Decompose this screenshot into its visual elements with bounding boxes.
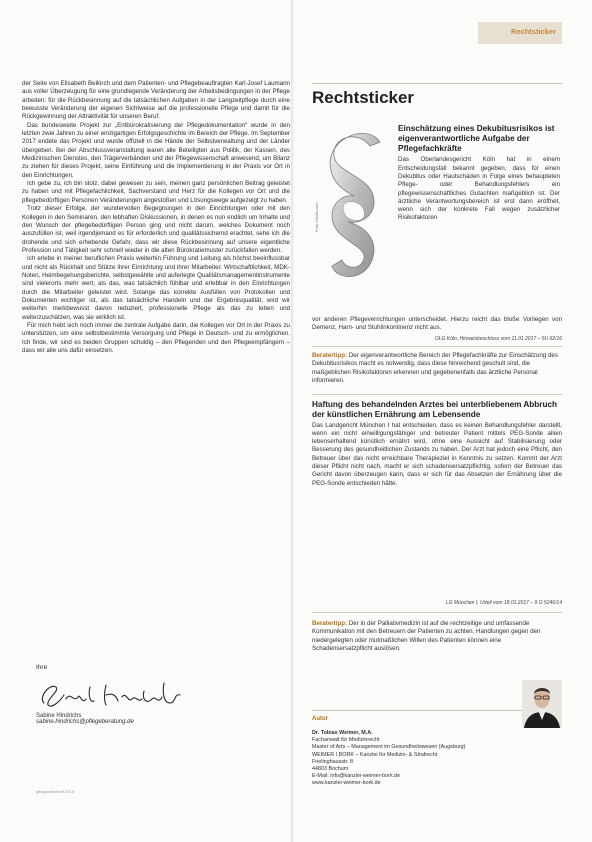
- divider: [312, 394, 562, 395]
- article-source: LG München I, Urteil vom 18.01.2017 – 9 O 5246/14: [445, 600, 562, 606]
- author-photo: [522, 680, 562, 728]
- article-headline: Einschätzung eines Dekubitusrisikos ist eigenverantwortliche Aufgabe der Pflegefachkräfte: [398, 124, 555, 153]
- advice-tip: [312, 620, 562, 653]
- letter-paragraph: Ich erlebe in meiner beruflichen Praxis weiterhin Führung und Leitung als höchst beeinflussbar und nicht als Rückhalt und Stütze ihrer Einrichtung und ihrer Mitarbeiter. Wirtschaftlichkeit, MDK-Noten, Heimbegehungsberichte, selbstgewählte und auferlegte Qualitätsmanagementinstrumente sind vielerorts mehr wert, als das, was tatsächlich fühlbar und erlebbar in den Einrichtungen durch die Mitarbeiter geleistet wird. Solange das korrekte Ausfüllen von Protokollen und Dokumenten wichtiger ist, als das tatsächliche Handeln und der Ergebnisqualität, wird wir weiterhin merkbewusst davon reduziert, professionelle Pflege als das zu leben und weiterzuschätzen, was sie wirklich ist.: [22, 255, 290, 321]
- advice-tip: [312, 352, 562, 385]
- letter-paragraph: Trotz dieser Erfolge, der wundervollen Begegnungen in den Einrichtungen oder mit den Kollegen in den Seminaren, den lebhaften Diskussionen, in denen es nun endlich um Inhalte und den Wunsch der pflegebedürftigen Person ging und nicht darum, welches Dokument noch auszufüllen ist, weil irgendjemand es für erforderlich und qualitätssichernd erachtet, sehe ich die drohende und sich erhebende Gefahr, dass wir diese Rückbesinnung auf unsere eigentliche Profession und Tätigkeit sehr schnell wieder in die alten Bürokratiemuster zurückfallen werden.: [22, 205, 290, 254]
- divider: [312, 346, 562, 347]
- paragraph-symbol-image: [318, 118, 390, 318]
- section-tag-label: Rechtsticker: [510, 27, 556, 36]
- author-label: Autor: [312, 716, 328, 722]
- person-icon: [522, 680, 562, 728]
- article-dekubitus: [398, 124, 560, 223]
- greeting: Ihre: [36, 664, 48, 671]
- author-line: Fachanwalt für Medizinrecht: [312, 737, 380, 744]
- tip-text: Der eigenverantwortliche Bereich der Pflegefachkräfte zur Einschätzung des Dekubitusrisikos macht es notwendig, dass diese hinreichend geschult sind, die maßgeblichen Risikofaktoren erkennen und gegebenenfalls das ärztliche Personal informieren.: [312, 352, 558, 384]
- article-haftung: [312, 400, 562, 488]
- author-line: www.kanzlei-weimer-bork.de: [312, 780, 381, 787]
- paragraph-sign-icon: [318, 118, 390, 318]
- author-line: 44803 Bochum: [312, 766, 349, 773]
- signature-block: [36, 664, 236, 725]
- divider: [312, 612, 562, 613]
- title-divider: [312, 83, 562, 84]
- article-text: Das Oberlandesgericht Köln hat in einem Entscheidungsfall bekannt gegeben, dass für einen Dekubitus oder Hautschäden in Folge eines behaupteten Pflege- oder Behandlungsfehlers ein pflegewissenschaftliches Gutachten maßgeblich ist. Der ärztliche Verantwortungsbereich ist erst dann eröffnet, wenn sich der konkrete Fall wegen zusätzlicher Risikofaktoren: [398, 156, 560, 222]
- tip-label: Beratertipp:: [312, 352, 348, 359]
- signature-email: sabine.hindrichs@pflegeberatung.de: [36, 719, 134, 725]
- article-headline: Haftung des behandelnden Arztes bei unterbliebenem Abbruch der künstlichen Ernährung am Lebensende: [312, 400, 558, 419]
- article-text: Das Landgericht München I hat entschieden, dass es keinen Behandlungsfehler darstellt, wenn ein nicht einwilligungsfähiger und betreuter Patient mittels PEG-Sonde allein lebenserhaltend künstlich ernährt wird, ohne eine Aussicht auf Stabilisierung oder Besserung des gesundheitlichen Zustands zu haben. Der Arzt hat jedoch eine Pflicht, den Betreuer über das nicht erreichbare Therapieziel in Kenntnis zu setzen. Kommt der Arzt dieser Pflicht nicht nach, macht er sich schadensersatzpflichtig, sofern der Betreuer das Gericht davon überzeugen kann, dass er sich für das Absetzen der Ernährung über die PEG-Sonde entschieden hätte.: [312, 421, 562, 487]
- section-tag: [478, 22, 562, 44]
- page-title: Rechtsticker: [312, 88, 415, 107]
- handwritten-signature-icon: [36, 677, 186, 711]
- signature-name: Sabine Hindrichs: [36, 713, 82, 719]
- letter-paragraph: Ich gebe zu, ich bin stolz, dabei gewesen zu sein, meinen ganz persönlichen Beitrag geleistet zu haben und mit Pflegefachlichkeit, Sachverstand und Herz für die Kollegen vor Ort und die pflegebedürftigen Personen Veränderungen angestoßen und Lösungswege aufgezeigt zu haben.: [22, 180, 290, 204]
- letter-paragraph: Das bundesweite Projekt zur „Entbürokratisierung der Pflegedokumentation“ wurde in den letzten zwei Jahren zu einer einzigartigen Erfolgsgeschichte im Bereich der Pflege. Im September 2017 endete das Projekt und wurde offiziell in die Hände der Selbstverwaltung und der Länder übergeben. Bei der Abschlussveranstaltung waren alle Beteiligten aus Politik, der Kassen, des Medizinischen Dienstes, den Trägerverbänden und der Pflegewissenschaft anwesend, um Bilanz zu ziehen für dieses Projekt, seine Einführung und die Implementierung in der Praxis vor Ort in den Einrichtungen.: [22, 121, 290, 179]
- letter-paragraph: Für mich hebt sich noch immer die zentrale Aufgabe darin, die Kollegen vor Ort in der Praxis zu unterstützen, um eine selbstbestimmte Versorgung und Pflege in Deutsch- und zu ermöglichen. Ich finde, wir sind es beiden Gruppen schuldig – den Pflegenden und den Pflegeempfängern – dass wir alle uns dafür einsetzen.: [22, 321, 290, 354]
- page-footer: pflegezeitschrift 2018: [36, 789, 74, 794]
- article-source: OLG Köln, Hinweisbeschluss vom 11.01.2017 – 5U 62/16: [434, 336, 562, 342]
- page-fold: [291, 0, 294, 842]
- image-credit: Foto: fotolia.com: [314, 202, 319, 232]
- letter-body: [22, 80, 290, 355]
- author-line: E-Mail: info@kanzlei-weimer-bork.de: [312, 773, 401, 780]
- tip-label: Beratertipp:: [312, 620, 348, 627]
- letter-paragraph: der Seite von Elisabeth Beikirch und dem Patienten- und Pflegebeauftragten Karl-Josef Laumann aus voller Überzeugung für eine grundlegende Veränderung der Arbeitsbedingungen in der Pflege arbeiten: für die Rückbesinnung auf die tatsächlichen Aufgaben in der Langzeitpflege durch eine bewusste Veränderung der eigenen Sichtweise auf die professionelle Pflege und damit für die Rückgewinnung der Attraktivität für unseren Beruf.: [22, 80, 290, 121]
- author-line: Master of Arts – Management im Gesundheitswesen (Augsburg): [312, 744, 466, 751]
- author-line: Frielinghausstr. 8: [312, 758, 354, 765]
- author-name: Dr. Tobias Weimer, M.A.: [312, 730, 373, 736]
- tip-text: Der in der Palliativmedizin ist auf die rechtzeitige und umfassende Kommunikation mit den Betreuern der Patienten zu achten. Handlungen gegen den niedergelegten oder mutmaßlichen Willen des Patienten können eine Schadensersatzpflicht auslösen.: [312, 620, 541, 652]
- author-line: WEIMER I BORK – Kanzlei für Medizin- & Strafrecht: [312, 751, 438, 758]
- article-text-continued: vor anderen Pflegeverrichtungen unterscheidet. Hierzu reicht das bloße Vorliegen von Demenz, Harn- und Stuhlinkontinenz nicht aus.: [312, 316, 562, 332]
